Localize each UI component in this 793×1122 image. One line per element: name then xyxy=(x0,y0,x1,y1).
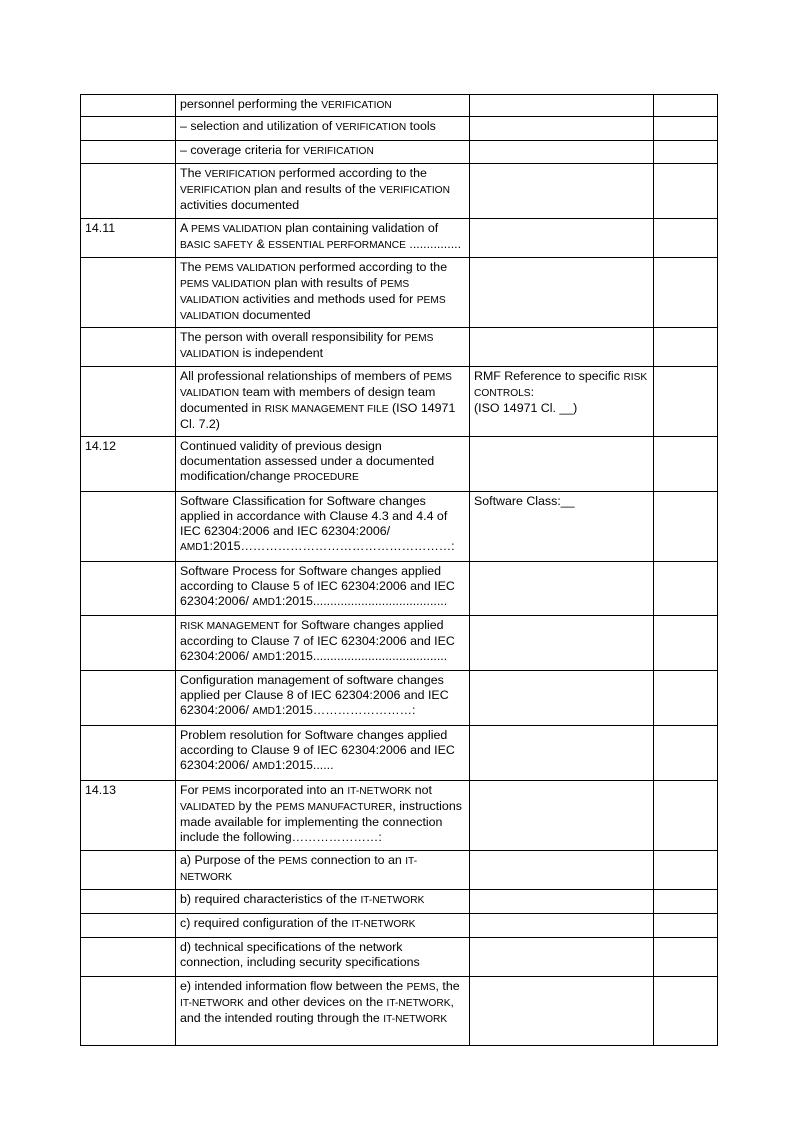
small-caps-term: IT-NETWORK xyxy=(347,786,412,797)
requirement-cell: A PEMS VALIDATION plan containing validation of BASIC SAFETY & ESSENTIAL PERFORMANCE ............... xyxy=(176,219,470,258)
small-caps-term: AMD xyxy=(180,542,203,553)
table-row xyxy=(81,938,718,977)
requirement-cell: personnel performing the VERIFICATION xyxy=(176,95,470,117)
small-caps-term: PEMS MANUFACTURER xyxy=(275,802,393,813)
small-caps-term: IT-NETWORK xyxy=(360,895,425,906)
small-caps-term: RISK CONTROLS xyxy=(474,372,648,399)
clause-cell xyxy=(81,117,176,141)
small-caps-term: IT-NETWORK xyxy=(383,1014,448,1025)
clause-cell: 14.12 xyxy=(81,437,176,492)
small-caps-term: VERIFICATION xyxy=(335,122,407,133)
small-caps-term: AMD xyxy=(252,761,275,772)
small-caps-term: AMD xyxy=(252,706,275,717)
small-caps-term: RISK MANAGEMENT xyxy=(180,621,280,632)
table-row xyxy=(81,328,718,367)
result-remark-cell xyxy=(470,258,654,328)
requirement-cell: The person with overall responsibility for PEMS VALIDATION is independent xyxy=(176,328,470,367)
requirement-cell: a) Purpose of the PEMS connection to an IT-NETWORK xyxy=(176,851,470,890)
verdict-cell xyxy=(654,95,718,117)
table-row xyxy=(81,562,718,616)
small-caps-term: VERIFICATION xyxy=(379,185,450,196)
small-caps-term: PEMS VALIDATION xyxy=(191,224,282,235)
table-row xyxy=(81,781,718,851)
clause-cell xyxy=(81,367,176,437)
requirement-cell: d) technical specifications of the network connection, including security specifications xyxy=(176,938,470,977)
small-caps-term: IT-NETWORK xyxy=(386,998,451,1009)
requirement-cell: Software Classification for Software changes applied in accordance with Clause 4.3 and 4.4 of IEC 62304:2006 and IEC 62304:2006/ AMD1:2015……………………………………………: xyxy=(176,492,470,562)
table-row xyxy=(81,95,718,117)
requirement-cell: For PEMS incorporated into an IT-NETWORK not VALIDATED by the PEMS MANUFACTURER, instructions made available for implementing the connection include the following…………………: xyxy=(176,781,470,851)
table-row xyxy=(81,117,718,141)
result-remark-cell xyxy=(470,141,654,164)
table-row xyxy=(81,914,718,938)
verdict-cell xyxy=(654,914,718,938)
verdict-cell xyxy=(654,492,718,562)
table-body xyxy=(81,95,718,1046)
verdict-cell xyxy=(654,219,718,258)
verdict-cell xyxy=(654,258,718,328)
clause-cell xyxy=(81,890,176,914)
clause-cell xyxy=(81,328,176,367)
verdict-cell xyxy=(654,977,718,1046)
small-caps-term: RISK MANAGEMENT FILE xyxy=(264,404,389,415)
clause-cell xyxy=(81,914,176,938)
verdict-cell xyxy=(654,671,718,726)
clause-cell xyxy=(81,492,176,562)
small-caps-term: PEMS xyxy=(278,856,308,867)
small-caps-term: VERIFICATION xyxy=(180,185,251,196)
small-caps-term: AMD xyxy=(252,597,275,608)
small-caps-term: IT-NETWORK xyxy=(180,998,244,1009)
verdict-cell xyxy=(654,367,718,437)
verdict-cell xyxy=(654,141,718,164)
table-row xyxy=(81,492,718,562)
verdict-cell xyxy=(654,726,718,781)
small-caps-term: VERIFICATION xyxy=(204,169,276,180)
requirement-cell: Configuration management of software changes applied per Clause 8 of IEC 62304:2006 and IEC 62304:2006/ AMD1:2015……………………: xyxy=(176,671,470,726)
table-row xyxy=(81,977,718,1046)
small-caps-term: PEMS VALIDATION xyxy=(180,279,271,290)
clause-cell xyxy=(81,258,176,328)
verdict-cell xyxy=(654,328,718,367)
clause-cell xyxy=(81,95,176,117)
requirement-cell: b) required characteristics of the IT-NETWORK xyxy=(176,890,470,914)
clause-cell xyxy=(81,938,176,977)
table-row xyxy=(81,616,718,671)
verdict-cell xyxy=(654,781,718,851)
result-remark-cell xyxy=(470,164,654,219)
small-caps-term: AMD xyxy=(252,652,275,663)
result-remark-cell xyxy=(470,671,654,726)
table-row xyxy=(81,671,718,726)
clause-cell xyxy=(81,164,176,219)
small-caps-term: PEMS VALIDATION xyxy=(180,279,410,306)
result-remark-cell xyxy=(470,562,654,616)
result-remark-cell xyxy=(470,851,654,890)
verdict-cell xyxy=(654,117,718,141)
table-row xyxy=(81,851,718,890)
table-row xyxy=(81,437,718,492)
result-remark-cell xyxy=(470,781,654,851)
verdict-cell xyxy=(654,164,718,219)
small-caps-term: PEMS xyxy=(406,982,436,993)
small-caps-term: BASIC SAFETY xyxy=(180,240,254,251)
clause-cell xyxy=(81,671,176,726)
small-caps-term: PROCEDURE xyxy=(293,472,359,483)
table-row xyxy=(81,219,718,258)
small-caps-term: VERIFICATION xyxy=(321,100,392,111)
result-remark-cell: Software Class:__ xyxy=(470,492,654,562)
result-remark-cell xyxy=(470,328,654,367)
table-row xyxy=(81,367,718,437)
clause-cell xyxy=(81,141,176,164)
requirement-cell: The VERIFICATION performed according to the VERIFICATION plan and results of the VERIFICATION activities documented xyxy=(176,164,470,219)
result-remark-cell xyxy=(470,938,654,977)
requirement-cell: Continued validity of previous design documentation assessed under a documented modification/change PROCEDURE xyxy=(176,437,470,492)
verdict-cell xyxy=(654,938,718,977)
small-caps-term: ESSENTIAL PERFORMANCE xyxy=(268,240,406,251)
verdict-cell xyxy=(654,437,718,492)
result-remark-cell xyxy=(470,219,654,258)
clause-cell xyxy=(81,616,176,671)
result-remark-cell xyxy=(470,890,654,914)
table-row xyxy=(81,164,718,219)
small-caps-term: PEMS VALIDATION xyxy=(180,333,434,360)
clause-cell: 14.11 xyxy=(81,219,176,258)
requirement-cell: – coverage criteria for VERIFICATION xyxy=(176,141,470,164)
clause-cell xyxy=(81,726,176,781)
requirement-cell: Problem resolution for Software changes applied according to Clause 9 of IEC 62304:2006 and IEC 62304:2006/ AMD1:2015...... xyxy=(176,726,470,781)
table-row xyxy=(81,890,718,914)
small-caps-term: PEMS xyxy=(202,786,231,797)
requirement-cell: The PEMS VALIDATION performed according to the PEMS VALIDATION plan with results of PEMS VALIDATION activities and methods used for PEMS VALIDATION documented xyxy=(176,258,470,328)
result-remark-cell xyxy=(470,914,654,938)
table-row xyxy=(81,726,718,781)
requirement-cell: c) required configuration of the IT-NETWORK xyxy=(176,914,470,938)
clause-cell: 14.13 xyxy=(81,781,176,851)
table-row xyxy=(81,141,718,164)
result-remark-cell xyxy=(470,726,654,781)
table-row xyxy=(81,258,718,328)
requirement-cell: – selection and utilization of VERIFICATION tools xyxy=(176,117,470,141)
small-caps-term: IT-NETWORK xyxy=(351,919,416,930)
result-remark-cell xyxy=(470,95,654,117)
requirements-table xyxy=(80,94,718,1046)
small-caps-term: PEMS VALIDATION xyxy=(180,372,452,399)
requirement-cell: RISK MANAGEMENT for Software changes applied according to Clause 7 of IEC 62304:2006 and IEC 62304:2006/ AMD1:2015....................................... xyxy=(176,616,470,671)
small-caps-term: IT-NETWORK xyxy=(180,856,418,883)
result-remark-cell xyxy=(470,437,654,492)
clause-cell xyxy=(81,851,176,890)
result-remark-cell xyxy=(470,616,654,671)
small-caps-term: PEMS VALIDATION xyxy=(204,263,296,274)
result-remark-cell xyxy=(470,977,654,1046)
verdict-cell xyxy=(654,851,718,890)
small-caps-term: PEMS VALIDATION xyxy=(180,295,446,322)
verdict-cell xyxy=(654,890,718,914)
small-caps-term: VALIDATED xyxy=(180,802,236,813)
requirement-cell: All professional relationships of members of PEMS VALIDATION team with members of design team documented in RISK MANAGEMENT FILE (ISO 14971 Cl. 7.2) xyxy=(176,367,470,437)
small-caps-term: VERIFICATION xyxy=(303,146,374,157)
clause-cell xyxy=(81,977,176,1046)
requirement-cell: e) intended information flow between the PEMS, the IT-NETWORK and other devices on the IT-NETWORK, and the intended routing through the IT-NETWORK xyxy=(176,977,470,1046)
verdict-cell xyxy=(654,562,718,616)
result-remark-cell: RMF Reference to specific RISK CONTROLS: (ISO 14971 Cl. __) xyxy=(470,367,654,437)
verdict-cell xyxy=(654,616,718,671)
result-remark-cell xyxy=(470,117,654,141)
requirement-cell: Software Process for Software changes applied according to Clause 5 of IEC 62304:2006 and IEC 62304:2006/ AMD1:2015....................................... xyxy=(176,562,470,616)
clause-cell xyxy=(81,562,176,616)
